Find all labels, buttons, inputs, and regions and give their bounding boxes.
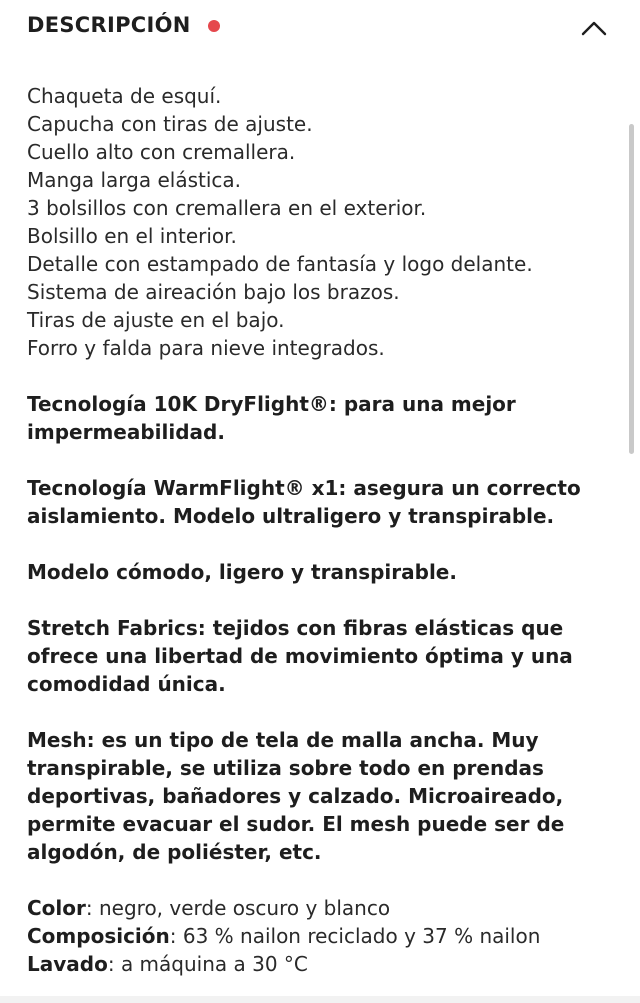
description-line: Manga larga elástica. bbox=[27, 168, 242, 192]
feature-dryflight: Tecnología 10K DryFlight®: para una mejor impermeabilidad. bbox=[27, 392, 516, 444]
spec-washing-value: : a máquina a 30 °C bbox=[107, 952, 308, 976]
spec-composition bbox=[27, 922, 623, 950]
section-title: DESCRIPCIÓN bbox=[27, 13, 191, 37]
feature-comfort: Modelo cómodo, ligero y transpirable. bbox=[27, 560, 457, 584]
description-line: Bolsillo en el interior. bbox=[27, 224, 237, 248]
section-divider bbox=[0, 996, 640, 1003]
description-line: Capucha con tiras de ajuste. bbox=[27, 112, 313, 136]
collapse-button[interactable] bbox=[576, 10, 612, 46]
description-content bbox=[27, 82, 623, 978]
spec-composition-value: : 63 % nailon reciclado y 37 % nailon bbox=[169, 924, 541, 948]
spec-washing bbox=[27, 950, 623, 978]
spec-color-value: : negro, verde oscuro y blanco bbox=[85, 896, 391, 920]
description-header[interactable] bbox=[0, 0, 640, 56]
spec-washing-label: Lavado bbox=[27, 952, 108, 976]
product-specs bbox=[27, 894, 623, 978]
description-line: Forro y falda para nieve integrados. bbox=[27, 336, 385, 360]
spec-color-label: Color bbox=[27, 896, 86, 920]
unread-indicator-dot bbox=[208, 20, 220, 32]
feature-stretch-fabrics: Stretch Fabrics: tejidos con fibras elásticas que ofrece una libertad de movimiento óptima y una comodidad única. bbox=[27, 616, 573, 696]
spec-color bbox=[27, 894, 623, 922]
description-line: Sistema de aireación bajo los brazos. bbox=[27, 280, 400, 304]
feature-mesh: Mesh: es un tipo de tela de malla ancha. Muy transpirable, se utiliza sobre todo en prendas deportivas, bañadores y calzado. Microaireado, permite evacuar el sudor. El mesh puede ser de algodón, de poliéster, etc. bbox=[27, 728, 565, 864]
description-line: 3 bolsillos con cremallera en el exterior. bbox=[27, 196, 427, 220]
description-line: Tiras de ajuste en el bajo. bbox=[27, 308, 285, 332]
scrollbar-thumb[interactable] bbox=[629, 124, 634, 454]
feature-warmflight: Tecnología WarmFlight® x1: asegura un correcto aislamiento. Modelo ultraligero y transpirable. bbox=[27, 476, 581, 528]
spec-composition-label: Composición bbox=[27, 924, 170, 948]
chevron-up-icon bbox=[581, 20, 607, 36]
description-lines bbox=[27, 82, 623, 362]
description-line: Cuello alto con cremallera. bbox=[27, 140, 296, 164]
description-line: Chaqueta de esquí. bbox=[27, 84, 222, 108]
description-line: Detalle con estampado de fantasía y logo delante. bbox=[27, 252, 533, 276]
